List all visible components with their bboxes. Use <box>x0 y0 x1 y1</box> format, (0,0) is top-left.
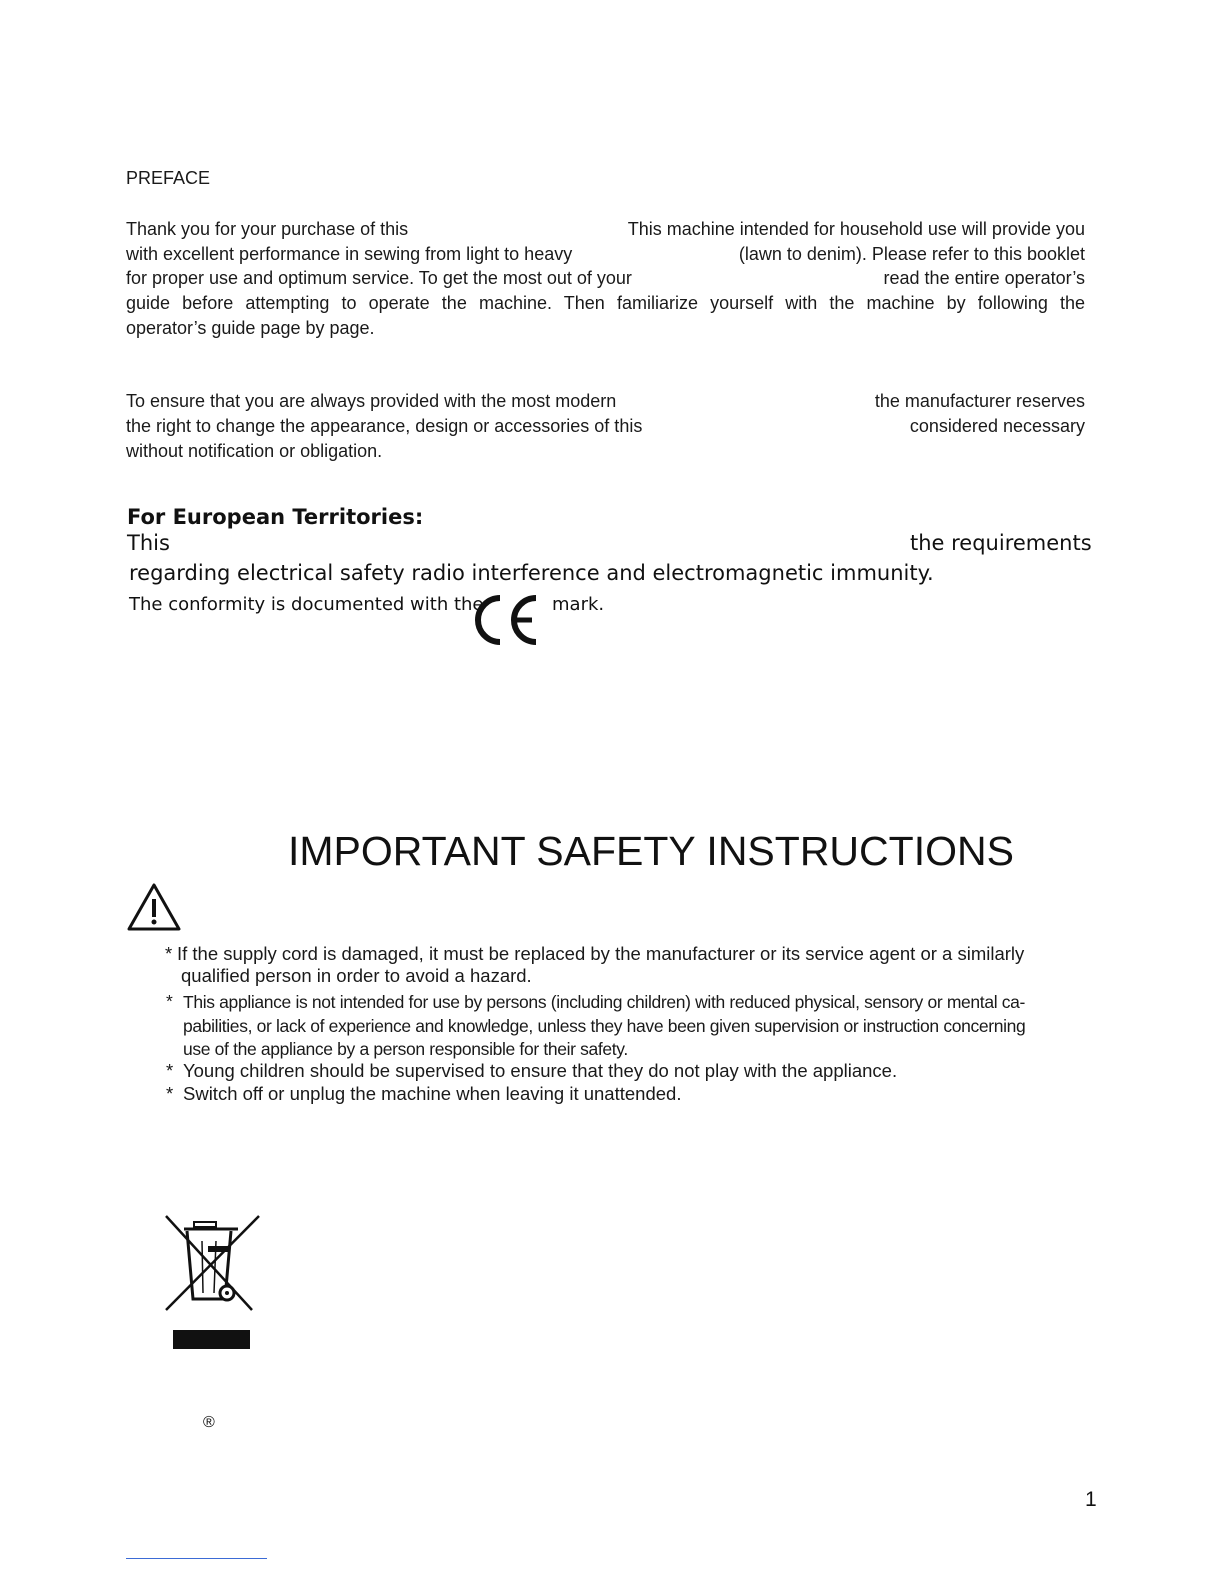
bullet-star: * <box>166 1083 174 1104</box>
preface-paragraph-1 <box>126 217 1085 341</box>
preface-line-text-a: for proper use and optimum service. To get the most out of your <box>126 268 632 289</box>
european-line-1b: the requirements <box>910 531 1092 555</box>
bullet-star: * <box>166 1060 174 1081</box>
safety-bullet-4: Switch off or unplug the machine when leaving it unattended. <box>183 1083 682 1104</box>
footnote-divider <box>126 1558 267 1559</box>
european-heading: For European Territories: <box>127 505 424 529</box>
preface-line-text-a: To ensure that you are always provided with the most modern <box>126 391 617 411</box>
ce-mark-icon <box>474 592 540 648</box>
european-line-1a: This <box>127 531 170 555</box>
preface-line <box>126 266 1085 291</box>
preface-line: without notification or obligation. <box>126 441 383 461</box>
european-line-2: regarding electrical safety radio interference and electromagnetic immunity. <box>129 561 934 585</box>
bullet-star: * <box>166 991 173 1011</box>
registered-mark: ® <box>203 1414 215 1431</box>
preface-line-text-b: considered necessary <box>909 416 1085 436</box>
preface-paragraph-2 <box>126 389 1085 464</box>
bullet-line: This appliance is not intended for use by persons (including children) with reduced physical, sensory or mental ca- <box>183 992 1026 1012</box>
bullet-line: qualified person in order to avoid a hazard. <box>181 965 532 986</box>
page-number: 1 <box>1085 1488 1097 1511</box>
warning-triangle-icon <box>126 882 182 932</box>
european-line-3b: mark. <box>552 594 605 615</box>
safety-bullet-2 <box>183 991 1025 1062</box>
crossed-bin-icon <box>162 1213 262 1351</box>
safety-title: IMPORTANT SAFETY INSTRUCTIONS <box>288 828 1014 874</box>
preface-line-text-b: the manufacturer reserves <box>874 391 1085 411</box>
preface-line-text-a: Thank you for your purchase of this <box>126 219 409 239</box>
european-line-3a: The conformity is documented with the <box>129 594 484 615</box>
bullet-line: If the supply cord is damaged, it must be replaced by the manufacturer or its service agent or a similarly <box>177 943 1025 964</box>
safety-bullet-3: Young children should be supervised to ensure that they do not play with the appliance. <box>183 1060 898 1081</box>
preface-line-text-a: the right to change the appearance, design or accessories of this <box>126 416 643 436</box>
preface-line-text-b: (lawn to denim). Please refer to this booklet <box>738 243 1085 264</box>
preface-line <box>126 414 1085 439</box>
preface-line-text-a: with excellent performance in sewing from light to heavy <box>126 243 573 264</box>
preface-line: guide before attempting to operate the machine. Then familiarize yourself with the machine by following the <box>126 293 1085 314</box>
preface-line: operator’s guide page by page. <box>126 317 375 338</box>
preface-heading: PREFACE <box>126 168 211 188</box>
preface-line <box>126 242 1085 267</box>
preface-line <box>126 217 1085 242</box>
preface-line-text-b: read the entire operator’s <box>883 268 1085 289</box>
preface-line <box>126 389 1085 414</box>
bullet-line: pabilities, or lack of experience and knowledge, unless they have been given supervision or instruction concerning <box>183 1015 1026 1036</box>
preface-line-text-b: This machine intended for household use will provide you <box>627 219 1085 239</box>
bullet-line: use of the appliance by a person responsible for their safety. <box>183 1039 628 1059</box>
bullet-star: * <box>165 943 173 964</box>
safety-bullet-1 <box>177 943 1024 987</box>
